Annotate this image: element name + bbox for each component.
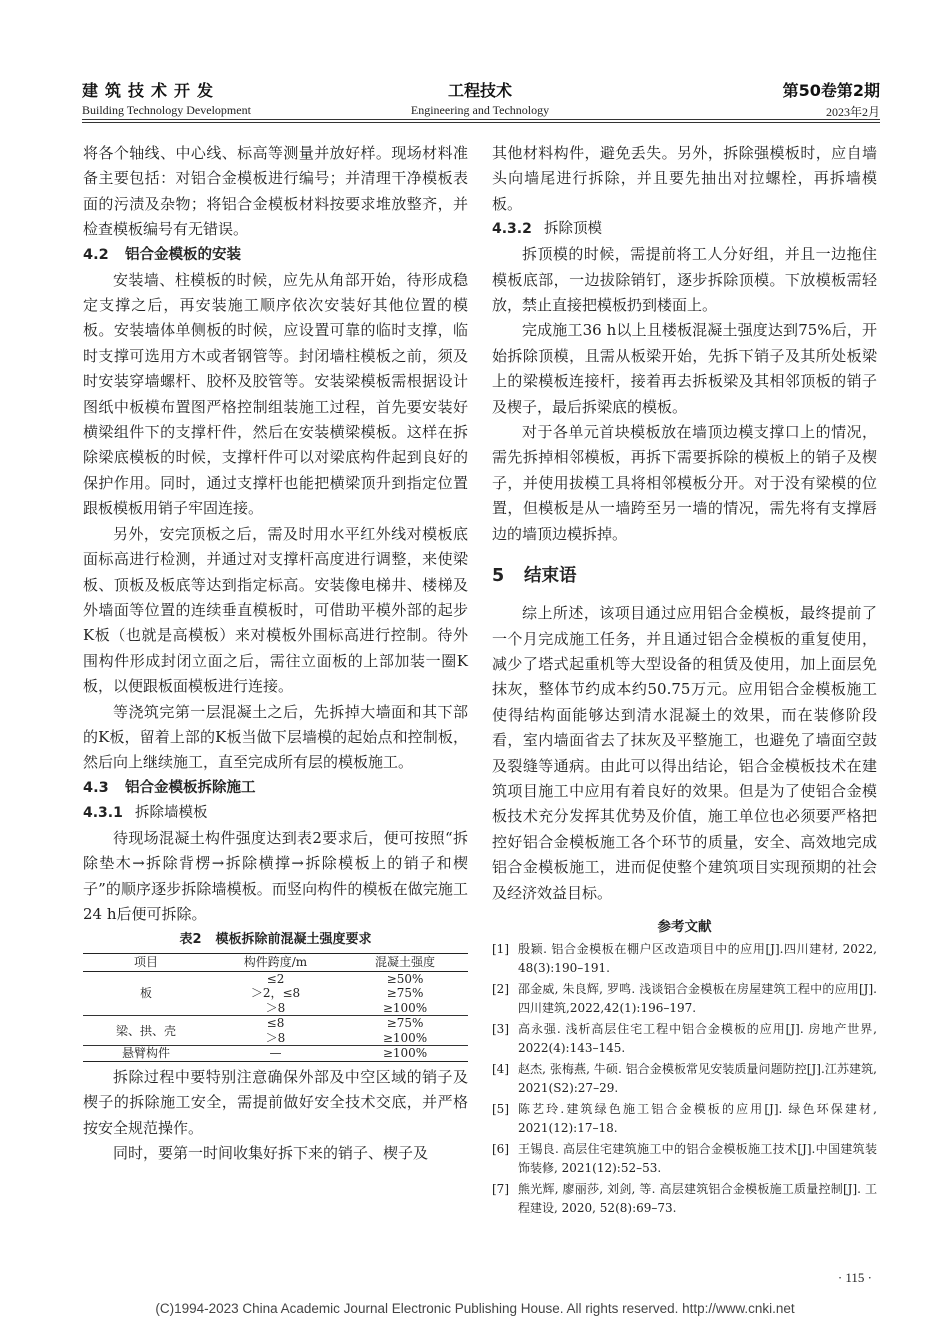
issue-date: 2023年2月 [825,105,880,119]
table-cell: ＞8 [209,1031,342,1046]
journal-name-en: Building Technology Development [82,103,251,117]
running-header-center [400,78,560,118]
paragraph: 同时，要第一时间收集好拆下来的销子、楔子及 [113,1144,429,1163]
paragraph: 综上所述，该项目通过应用铝合金模板，最终提前了一个月完成施工任务，并且通过铝合金模板的重复使用，减少了塔式起重机等大型设备的租赁及使用，加上面层免抹灰，整体节约成本约50.75万元。应用铝合金模板施工使得结构面能够达到清水混凝土的效果，而在装修阶段看，室内墙面省去了抹灰及平整施工，也避免了墙面空鼓及裂缝等通病。由此可以得出结论，铝合金模板技术在建筑项目施工中应用有着良好的效果。但是为了使铝合金模板技术充分发挥其优势及价值，施工单位也必须要严格把控好铝合金模板施工各个环节的质量，安全、高效地完成铝合金模板施工，进而促使整个建筑项目实现预期的社会及经济效益目标。 [492,604,877,902]
paragraph: 拆除过程中要特别注意确保外部及中空区域的销子及楔子的拆除施工安全，需提前做好安全技术交底，并严格按安全规范操作。 [83,1067,468,1137]
table-cell: ≥100% [342,1046,468,1062]
running-header-left [82,78,251,118]
subsection-heading-4-3-2: 4.3.2 拆除顶模 [492,221,602,238]
paragraph: 安装墙、柱模板的时候，应先从角部开始，待形成稳定支撑之后，再安装施工顺序依次安装好其他位置的模板。安装墙体单侧板的时候，应设置可靠的临时支撑，临时支撑可选用方木或者钢管等。封闭墙柱模板之前，须及时安装穿墙螺杆、胶杯及胶管等。安装梁模板需根据设计图纸中板模布置图严格控制组装施工过程，首先要安装好横梁组件下的支撑杆件，然后在安装横梁模板。这样在拆除梁底模板的时候，支撑杆件可以对梁底构件起到良好的保护作用。同时，通过支撑杆也能把横梁顶升到指定位置跟板模板用销子牢固连接。 [83,270,468,518]
table-cell: ≥100% [342,1031,468,1046]
section-heading-4-3: 4.3 铝合金模板拆除施工 [83,779,256,796]
table-cell: ≥50% [386,971,424,986]
table-header: 项目 [83,954,209,972]
section-name-en: Engineering and Technology [410,103,550,117]
references-title: 参考文献 [657,918,712,935]
table-cell: 梁、拱、壳 [83,1016,209,1046]
reference-item: [5] 陈艺玲.建筑绿色施工铝合金模板的应用[J]. 绿色环保建材, 2021(12):17–18. [492,1101,877,1135]
table-cell: ≤8 [266,1016,285,1031]
reference-item: [4] 赵杰, 张梅燕, 牛硕. 铝合金模板常见安装质量问题防控[J].江苏建筑, 2021(S2):27–29. [492,1061,877,1095]
reference-item: [2] 邵金威, 朱良辉, 罗鸣. 浅谈铝合金模板在房屋建筑工程中的应用[J]. 四川建筑,2022,42(1):196–197. [492,981,877,1015]
reference-item: [3] 高永强. 浅析高层住宅工程中铝合金模板的应用[J]. 房地产世界, 2022(4):143–145. [492,1021,877,1055]
paragraph: 拆顶模的时候，需提前将工人分好组，并且一边拖住模板底部，一边拔除销钉，逐步拆除顶模。下放模板需轻放，禁止直接把模板扔到楼面上。 [492,245,877,315]
header-rule-top [82,119,880,120]
table-header: 构件跨度/m [209,954,342,972]
paragraph: 将各个轴线、中心线、标高等测量并放好样。现场材料准备主要包括：对铝合金模板进行编号；并清理干净模板表面的污渍及杂物；将铝合金模板材料按要求堆放整齐，并检查模板编号有无错误。 [83,144,468,239]
table-header: 混凝土强度 [342,954,468,972]
table-cell: ＞2，≤8 [250,986,301,1001]
paragraph: 待现场混凝土构件强度达到表2要求后，便可按照“拆除垫木→拆除背楞→拆除横撑→拆除模板上的销子和楔子”的顺序逐步拆除墙模板。而竖向构件的模板在做完施工24 h后便可拆除。 [83,828,468,923]
table-row [83,971,468,986]
subsection-heading-4-3-1: 4.3.1 拆除墙模板 [83,804,208,821]
section-heading-4-2: 4.2 铝合金模板的安装 [83,246,241,263]
paragraph: 等浇筑完第一层混凝土之后，先拆掉大墙面和其下部的K板，留着上部的K板当做下层墙模的起始点和控制板，然后向上继续施工，直至完成所有层的模板施工。 [83,702,468,772]
running-header-right [783,78,880,120]
table-caption: 表2 模板拆除前混凝土强度要求 [179,932,372,948]
table-cell: — [209,1046,342,1062]
references-list [492,940,877,1218]
paragraph: 其他材料构件，避免丢失。另外，拆除强模板时，应自墙头向墙尾进行拆除，并且要先抽出对拉螺栓，再拆墙模板。 [492,144,877,213]
copyright-footer: (C)1994-2023 China Academic Journal Electronic Publishing House. All rights reserved. http://www.cnki.net [155,1301,795,1316]
volume-issue: 第50卷第2期 [782,81,880,100]
strength-table [83,953,468,1062]
paragraph: 对于各单元首块模板放在墙顶边模支撑口上的情况，需先拆掉相邻模板，再拆下需要拆除的模板上的销子及楔子，并使用拔模工具将相邻模板分开。对于没有梁模的位置，但模板是从一墙跨至另一墙的情况，需先将有支撑唇边的墙顶边模拆掉。 [492,423,877,543]
table-cell: 悬臂构件 [83,1046,209,1062]
section-name-cn: 工程技术 [447,81,512,100]
table-cell: ≤2 [266,971,285,986]
section-heading-5: 5 结束语 [492,566,577,587]
header-rule-bottom [82,122,880,123]
table-row [83,1016,468,1031]
paragraph: 完成施工36 h以上且楼板混凝土强度达到75%后，开始拆除顶模，且需从板梁开始，先拆下销子及其所处板梁上的梁模板连接杆，接着再去拆板梁及其相邻顶板的销子及楔子，最后拆梁底的模板。 [492,321,877,416]
table-cell: ≥100% [342,1001,468,1016]
journal-name-cn: 建筑技术开发 [82,81,221,100]
left-column [83,141,468,1167]
right-column [492,141,877,1220]
table-cell: ＞8 [209,1001,342,1016]
table-cell: ≥75% [386,986,424,1001]
page-number: · 115 · [837,1270,872,1285]
reference-item: [7] 熊光辉, 廖丽莎, 刘剑, 等. 高层建筑铝合金模板施工质量控制[J]. 工程建设, 2020, 52(8):69–73. [492,1181,877,1215]
table-cell: ≥75% [386,1016,424,1031]
table-row [83,1046,468,1062]
reference-item: [1] 殷颖. 铝合金模板在棚户区改造项目中的应用[J].四川建材, 2022, 48(3):190–191. [492,941,877,975]
paragraph: 另外，安完顶板之后，需及时用水平红外线对模板底面标高进行检测，并通过对支撑杆高度进行调整，来使梁板、顶板及板底等达到指定标高。安装像电梯井、楼梯及外墙面等位置的连续垂直模板时，可借助平模外部的起步K板（也就是高模板）来对模板外围标高进行控制。待外围构件形成封闭立面之后，需往立面板的上部加装一圈K板，以便跟板面模板进行连接。 [83,524,468,696]
reference-item: [6] 王锡良. 高层住宅建筑施工中的铝合金模板施工技术[J].中国建筑装饰装修, 2021(12):52–53. [492,1141,877,1175]
table-cell: 板 [83,971,209,1016]
